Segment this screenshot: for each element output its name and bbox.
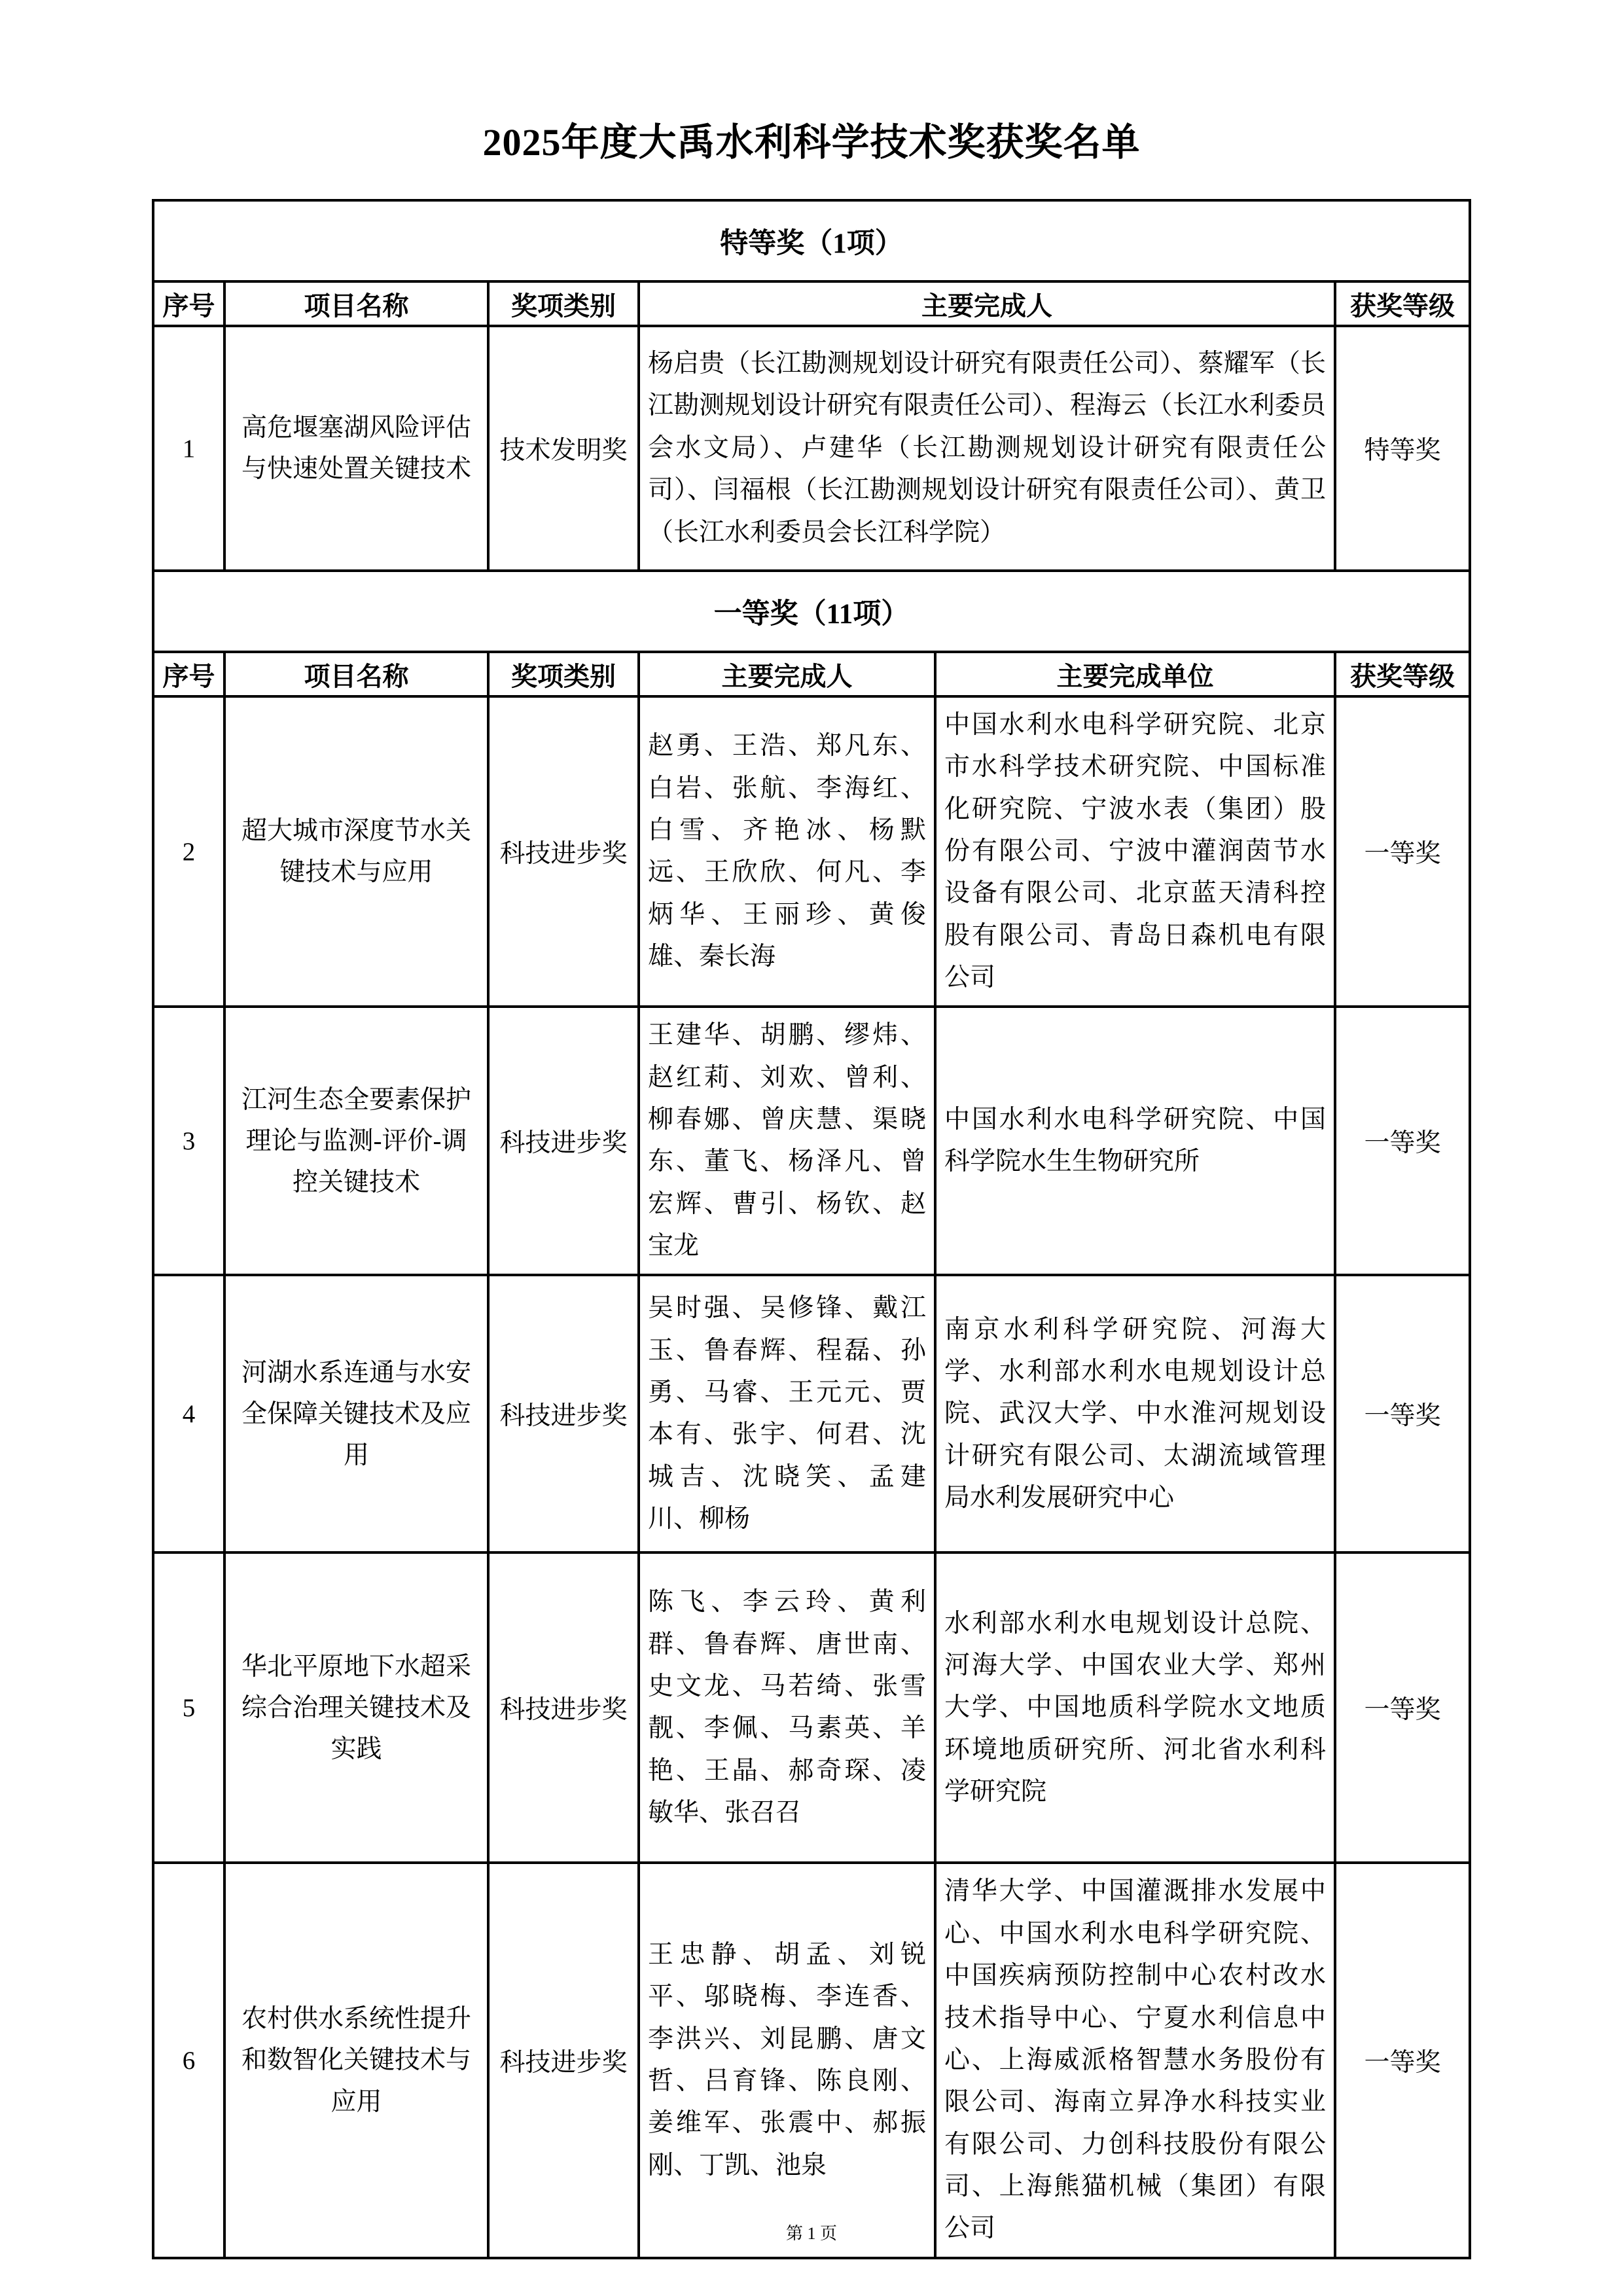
col-header-no: 序号 [153,281,224,326]
cell-units: 水利部水利水电规划设计总院、河海大学、中国农业大学、郑州大学、中国地质科学院水文地质环境地质研究所、河北省水利科学研究院 [935,1552,1335,1863]
cell-category: 科技进步奖 [488,1552,639,1863]
cell-category: 科技进步奖 [488,696,639,1007]
cell-units: 清华大学、中国灌溉排水发展中心、中国水利水电科学研究院、中国疾病预防控制中心农村改水技术指导中心、宁夏水利信息中心、上海威派格智慧水务股份有限公司、海南立昇净水科技实业有限公司、力创科技股份有限公司、上海熊猫机械（集团）有限公司 [935,1863,1335,2257]
cell-no: 5 [153,1552,224,1863]
cell-project: 华北平原地下水超采综合治理关键技术及实践 [224,1552,488,1863]
cell-grade: 一等奖 [1335,696,1470,1007]
cell-no: 1 [153,326,224,571]
col-header-no: 序号 [153,652,224,696]
col-header-project: 项目名称 [224,281,488,326]
col-header-grade: 获奖等级 [1335,652,1470,696]
col-header-category: 奖项类别 [488,281,639,326]
cell-project: 农村供水系统性提升和数智化关键技术与应用 [224,1863,488,2257]
cell-units: 南京水利科学研究院、河海大学、水利部水利水电规划设计总院、武汉大学、中水淮河规划设计研究有限公司、太湖流域管理局水利发展研究中心 [935,1275,1335,1552]
column-header-row-first [153,652,1470,696]
cell-category: 科技进步奖 [488,1863,639,2257]
award-row-1 [153,326,1470,571]
column-header-row-special [153,281,1470,326]
award-row-4 [153,1275,1470,1552]
cell-grade: 特等奖 [1335,326,1470,571]
section-title-first: 一等奖（11项） [153,571,1470,652]
cell-project: 江河生态全要素保护理论与监测-评价-调控关键技术 [224,1007,488,1275]
section-header-row-special [153,200,1470,281]
cell-project: 超大城市深度节水关键技术与应用 [224,696,488,1007]
cell-contributors: 杨启贵（长江勘测规划设计研究有限责任公司）、蔡耀军（长江勘测规划设计研究有限责任公司）、程海云（长江水利委员会水文局）、卢建华（长江勘测规划设计研究有限责任公司）、闫福根（长江勘测规划设计研究有限责任公司）、黄卫（长江水利委员会长江科学院） [639,326,1335,571]
cell-units: 中国水利水电科学研究院、北京市水科学技术研究院、中国标准化研究院、宁波水表（集团）股份有限公司、宁波中灌润茵节水设备有限公司、北京蓝天清科控股有限公司、青岛日森机电有限公司 [935,696,1335,1007]
cell-category: 科技进步奖 [488,1275,639,1552]
cell-project: 高危堰塞湖风险评估与快速处置关键技术 [224,326,488,571]
col-header-contributors: 主要完成人 [639,281,1335,326]
col-header-category: 奖项类别 [488,652,639,696]
award-row-2 [153,696,1470,1007]
cell-no: 2 [153,696,224,1007]
col-header-grade: 获奖等级 [1335,281,1470,326]
cell-grade: 一等奖 [1335,1007,1470,1275]
section-title-special: 特等奖（1项） [153,200,1470,281]
award-row-3 [153,1007,1470,1275]
cell-grade: 一等奖 [1335,1863,1470,2257]
cell-contributors: 王忠静、胡孟、刘锐平、邬晓梅、李连香、李洪兴、刘昆鹏、唐文哲、吕育锋、陈良刚、姜维军、张震中、郝振刚、丁凯、池泉 [639,1863,935,2257]
cell-no: 3 [153,1007,224,1275]
section-header-row-first [153,571,1470,652]
awards-table [152,199,1471,2259]
award-row-5 [153,1552,1470,1863]
cell-category: 科技进步奖 [488,1007,639,1275]
cell-no: 6 [153,1863,224,2257]
page-number: 第 1 页 [785,2224,837,2243]
cell-contributors: 王建华、胡鹏、缪炜、赵红莉、刘欢、曾利、柳春娜、曾庆慧、渠晓东、董飞、杨泽凡、曾宏辉、曹引、杨钦、赵宝龙 [639,1007,935,1275]
page-title: 2025年度大禹水利科学技术奖获奖名单 [482,121,1141,164]
cell-no: 4 [153,1275,224,1552]
col-header-units: 主要完成单位 [935,652,1335,696]
cell-contributors: 陈飞、李云玲、黄利群、鲁春辉、唐世南、史文龙、马若绮、张雪靓、李佩、马素英、羊艳、王晶、郝奇琛、凌敏华、张召召 [639,1552,935,1863]
cell-project: 河湖水系连通与水安全保障关键技术及应用 [224,1275,488,1552]
award-row-6 [153,1863,1470,2257]
cell-contributors: 赵勇、王浩、郑凡东、白岩、张航、李海红、白雪、齐艳冰、杨默远、王欣欣、何凡、李炳华、王丽珍、黄俊雄、秦长海 [639,696,935,1007]
col-header-project: 项目名称 [224,652,488,696]
col-header-contributors: 主要完成人 [639,652,935,696]
cell-category: 技术发明奖 [488,326,639,571]
cell-grade: 一等奖 [1335,1552,1470,1863]
cell-grade: 一等奖 [1335,1275,1470,1552]
cell-contributors: 吴时强、吴修锋、戴江玉、鲁春辉、程磊、孙勇、马睿、王元元、贾本有、张宇、何君、沈城吉、沈晓笑、孟建川、柳杨 [639,1275,935,1552]
cell-units: 中国水利水电科学研究院、中国科学院水生生物研究所 [935,1007,1335,1275]
